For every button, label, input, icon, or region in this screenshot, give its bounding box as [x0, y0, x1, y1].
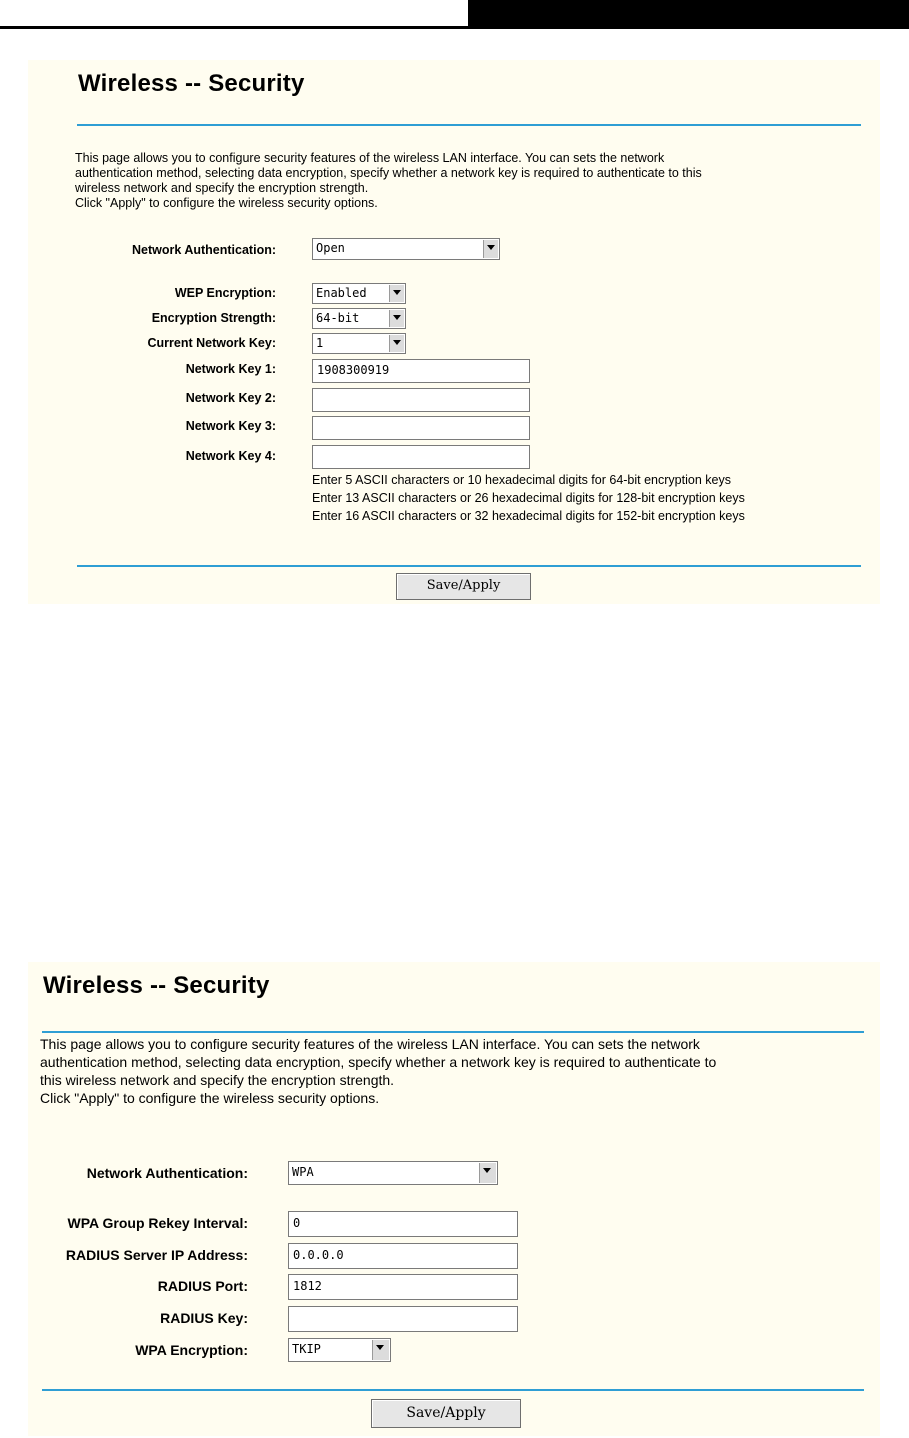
encryption-strength-label: Encryption Strength:: [151, 311, 276, 325]
chevron-down-icon[interactable]: [483, 240, 498, 258]
footer-divider: [77, 565, 861, 567]
title-divider: [77, 124, 861, 126]
chevron-down-icon[interactable]: [479, 1163, 496, 1183]
save-apply-button[interactable]: Save/Apply: [371, 1399, 521, 1428]
network-authentication-select[interactable]: Open: [312, 238, 500, 260]
chevron-down-icon[interactable]: [389, 285, 404, 302]
wep-security-panel: [28, 60, 880, 604]
footer-divider: [42, 1389, 864, 1391]
key-length-hints: Enter 5 ASCII characters or 10 hexadecimal digits for 64-bit encryption keys Enter 13 ASCII characters or 26 hexadecimal digits for 128-bit encryption keys Enter 16 ASCII characters or 32 hexadecimal digits for 152-bit encryption keys: [312, 473, 745, 523]
current-network-key-label: Current Network Key:: [147, 336, 276, 350]
network-authentication-select[interactable]: WPA: [288, 1161, 498, 1185]
network-authentication-label: Network Authentication:: [86, 1165, 248, 1181]
radius-port-label: RADIUS Port:: [157, 1278, 248, 1294]
title-divider: [42, 1031, 864, 1033]
encryption-strength-select[interactable]: 64-bit: [312, 308, 406, 329]
wpa-group-rekey-interval-input[interactable]: 0: [288, 1211, 518, 1237]
header-black-bar: [468, 0, 909, 26]
wep-encryption-select[interactable]: Enabled: [312, 283, 406, 304]
chevron-down-icon[interactable]: [389, 310, 404, 327]
network-key-2-label: Network Key 2:: [185, 391, 276, 405]
network-key-3-input[interactable]: [312, 416, 530, 440]
radius-key-input[interactable]: [288, 1306, 518, 1332]
page-title: Wireless -- Security: [43, 972, 270, 999]
chevron-down-icon[interactable]: [372, 1340, 389, 1360]
wpa-encryption-select[interactable]: TKIP: [288, 1338, 391, 1362]
save-apply-button[interactable]: Save/Apply: [396, 573, 531, 600]
network-key-4-label: Network Key 4:: [185, 449, 276, 463]
radius-port-input[interactable]: 1812: [288, 1274, 518, 1300]
network-key-2-input[interactable]: [312, 388, 530, 412]
network-key-1-input[interactable]: 1908300919: [312, 359, 530, 383]
radius-key-label: RADIUS Key:: [160, 1310, 248, 1326]
wpa-security-panel: [28, 962, 880, 1436]
wpa-group-rekey-interval-label: WPA Group Rekey Interval:: [67, 1215, 248, 1231]
chevron-down-icon[interactable]: [389, 335, 404, 352]
radius-server-ip-input[interactable]: 0.0.0.0: [288, 1243, 518, 1269]
page-title: Wireless -- Security: [78, 70, 305, 97]
page-description: This page allows you to configure security features of the wireless LAN interface. You can sets the network authentication method, selecting data encryption, specify whether a network key is required to authenticate to this wireless network and specify the encryption strength. Click "Apply" to configure the wireless security options.: [75, 151, 702, 210]
radius-server-ip-label: RADIUS Server IP Address:: [65, 1247, 248, 1263]
network-key-4-input[interactable]: [312, 445, 530, 469]
network-key-3-label: Network Key 3:: [185, 419, 276, 433]
page-description: This page allows you to configure security features of the wireless LAN interface. You can sets the network authentication method, selecting data encryption, specify whether a network key is required to authenticate to this wireless network and specify the encryption strength. Click "Apply" to configure the wireless security options.: [40, 1036, 717, 1106]
wpa-encryption-label: WPA Encryption:: [135, 1342, 248, 1358]
current-network-key-select[interactable]: 1: [312, 333, 406, 354]
network-key-1-label: Network Key 1:: [185, 362, 276, 376]
wep-encryption-label: WEP Encryption:: [174, 286, 276, 300]
header-rule: [0, 26, 909, 29]
network-authentication-label: Network Authentication:: [132, 243, 276, 257]
